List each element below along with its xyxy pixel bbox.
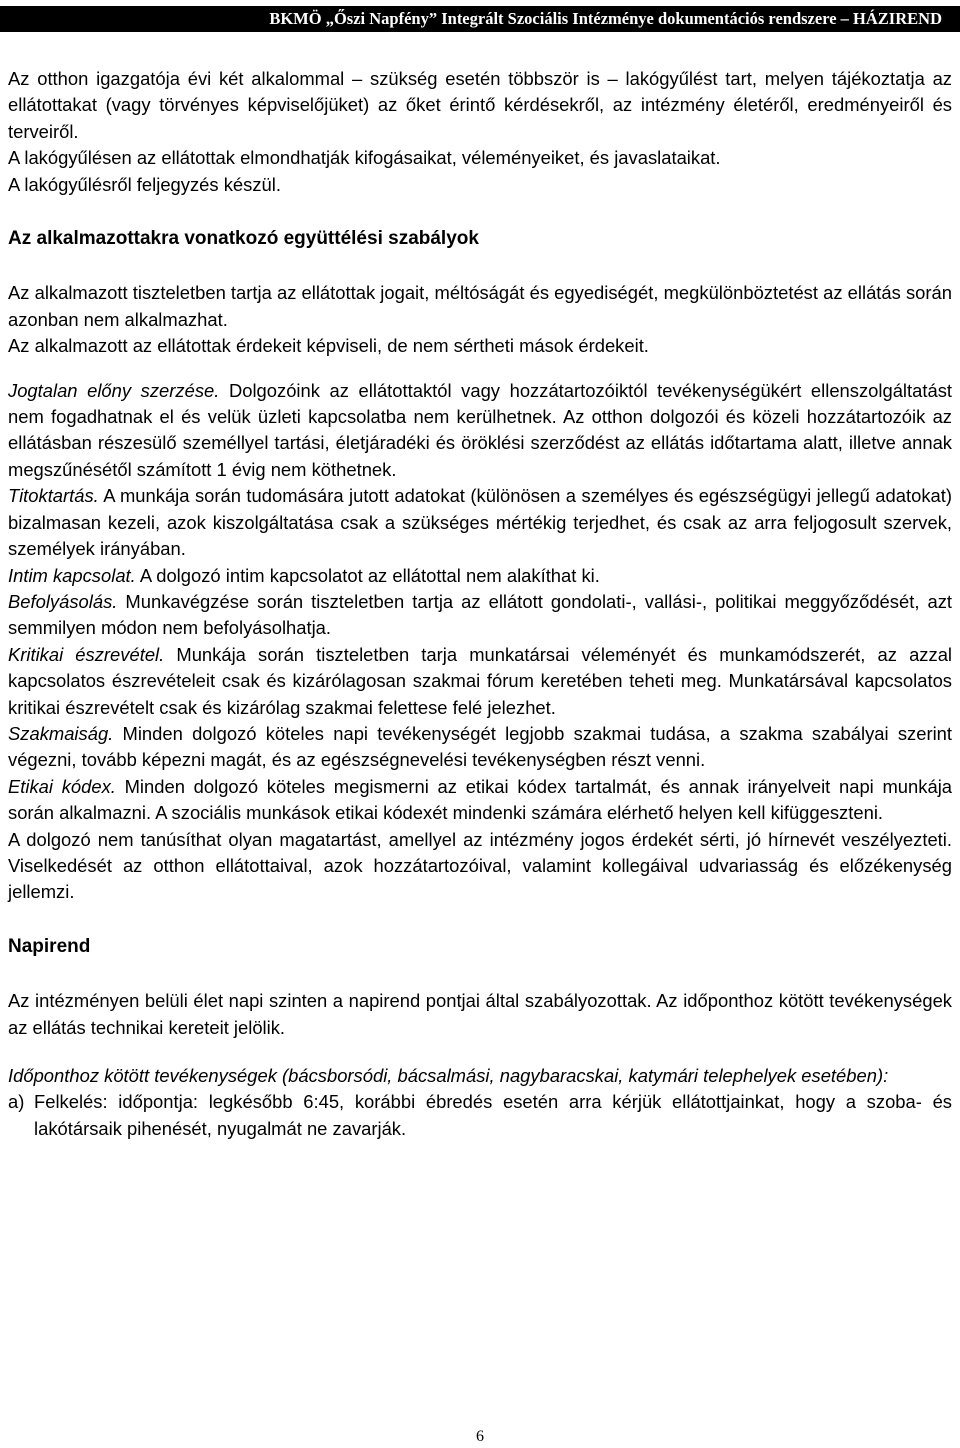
document-body	[8, 66, 952, 1142]
intro-paragraph: Az otthon igazgatója évi két alkalommal – szükség esetén többször is – lakógyűlést tart, melyen tájékoztatja az ellátottakat (vagy törvényes képviselőjüket) az őket érintő kérdésekről, az intézmény életéről, eredményeiről és terveiről.	[8, 68, 952, 142]
rule-title: Intim kapcsolat.	[8, 564, 136, 586]
list-label: a)	[8, 1091, 25, 1113]
section-paragraph: A dolgozó nem tanúsíthat olyan magatartást, amellyel az intézmény jogos érdekét sérti, jó hírnevét veszélyezteti. Viselkedését az otthon ellátottaival, azok hozzátartozóival, valamint kollegáival udvariasság és előzékenység jellemzi.	[8, 828, 952, 903]
rule-paragraph-unfair-advantage	[8, 378, 952, 484]
rule-text: Minden dolgozó köteles megismerni az etikai kódex tartalmát, és annak irányelveit napi munkája során alkalmazni. A szociális munkások etikai kódexét mindenki számára elérhető helyen kell kifüggeszteni.	[8, 775, 953, 824]
section-paragraph: Az alkalmazott az ellátottak érdekeit képviseli, de nem sértheti mások érdekeit.	[8, 335, 649, 357]
rule-title: Befolyásolás.	[8, 590, 118, 612]
rule-paragraph-intimate-relationship	[8, 563, 952, 589]
rule-paragraph-confidentiality	[8, 483, 952, 562]
section-heading-daily-schedule: Napirend	[8, 935, 91, 957]
intro-paragraph: A lakógyűlésen az ellátottak elmondhatják kifogásaikat, véleményeiket, és javaslataikat.	[8, 147, 721, 169]
intro-paragraph: A lakógyűlésről feljegyzés készül.	[8, 173, 281, 195]
rule-text: Minden dolgozó köteles napi tevékenységét legjobb szakmai tudása, a szakma szabályai szerint végezni, tovább képezni magát, és az egészségnevelési tevékenységben részt venni.	[8, 722, 952, 771]
rule-text: A munkája során tudomására jutott adatokat (különösen a személyes és egészségügyi jellegű adatokat) bizalmasan kezeli, azok kiszolgáltatása csak a szükséges mértékig terjedhet, és csak az arra feljogosult szervek, személyek irányában.	[8, 485, 952, 560]
rule-text: A dolgozó intim kapcsolatot az ellátottal nem alakíthat ki.	[135, 564, 600, 586]
schedule-item-a	[8, 1089, 952, 1142]
rule-text: Dolgozóink az ellátottaktól vagy hozzátartozóiktól tevékenységükért ellenszolgáltatást nem fogadhatnak el és velük üzleti kapcsolatba nem kerülhetnek. Az otthon dolgozói és közeli hozzátartozóik az ellátásban részesülő személlyel tartási, életjáradéki és öröklési szerződést az ellátás időtartama alatt, illetve annak megszűnésétől számított 1 évig nem köthetnek.	[8, 379, 952, 480]
rule-title: Titoktartás.	[8, 485, 99, 507]
rule-title: Kritikai észrevétel.	[8, 643, 165, 665]
rule-title: Szakmaiság.	[8, 722, 114, 744]
document-header: BKMÖ „Őszi Napfény” Integrált Szociális Intézménye dokumentációs rendszere – HÁZIREND	[0, 6, 960, 32]
page-number: 6	[476, 1428, 484, 1445]
rule-text: Munkavégzése során tiszteletben tartja az ellátott gondolati-, vallási-, politikai meggyőződését, azt semmilyen módon nem befolyásolhatja.	[8, 590, 952, 639]
rule-paragraph-ethics-code	[8, 774, 952, 827]
rule-title: Jogtalan előny szerzése.	[8, 379, 220, 401]
section-heading-coexistence-rules: Az alkalmazottakra vonatkozó együttélési szabályok	[8, 228, 479, 250]
list-item-text: Felkelés: időpontja: legkésőbb 6:45, korábbi ébredés esetén arra kérjük ellátottjainkat, hogy a szoba- és lakótársaik pihenését, nyugalmát ne zavarják.	[34, 1091, 952, 1139]
rule-paragraph-influence	[8, 589, 952, 642]
section-paragraph: Az alkalmazott tiszteletben tartja az ellátottak jogait, méltóságát és egyediségét, megkülönböztetést az ellátás során azonban nem alkalmazhat.	[8, 282, 952, 330]
schedule-intro-paragraph: Az intézményen belüli élet napi szinten a napirend pontjai által szabályozottak. Az időponthoz kötött tevékenységek az ellátás technikai kereteit jelölik.	[8, 990, 952, 1038]
rule-paragraph-criticism	[8, 642, 952, 721]
rule-text: Munkája során tiszteletben tarja munkatársai véleményét és munkamódszerét, az azzal kapcsolatos észrevételeit csak és kizárólagosan szakmai fórum keretében teheti meg. Munkatársával kapcsolatos kritikai észrevételt csak és kizárólag szakmai felettese felé jelezhet.	[8, 643, 953, 718]
rule-title: Etikai kódex.	[8, 775, 116, 797]
schedule-subtitle: Időponthoz kötött tevékenységek (bácsborsódi, bácsalmási, nagybaracskai, katymári telephelyek esetében):	[8, 1065, 889, 1086]
rule-paragraph-professionalism	[8, 721, 952, 774]
